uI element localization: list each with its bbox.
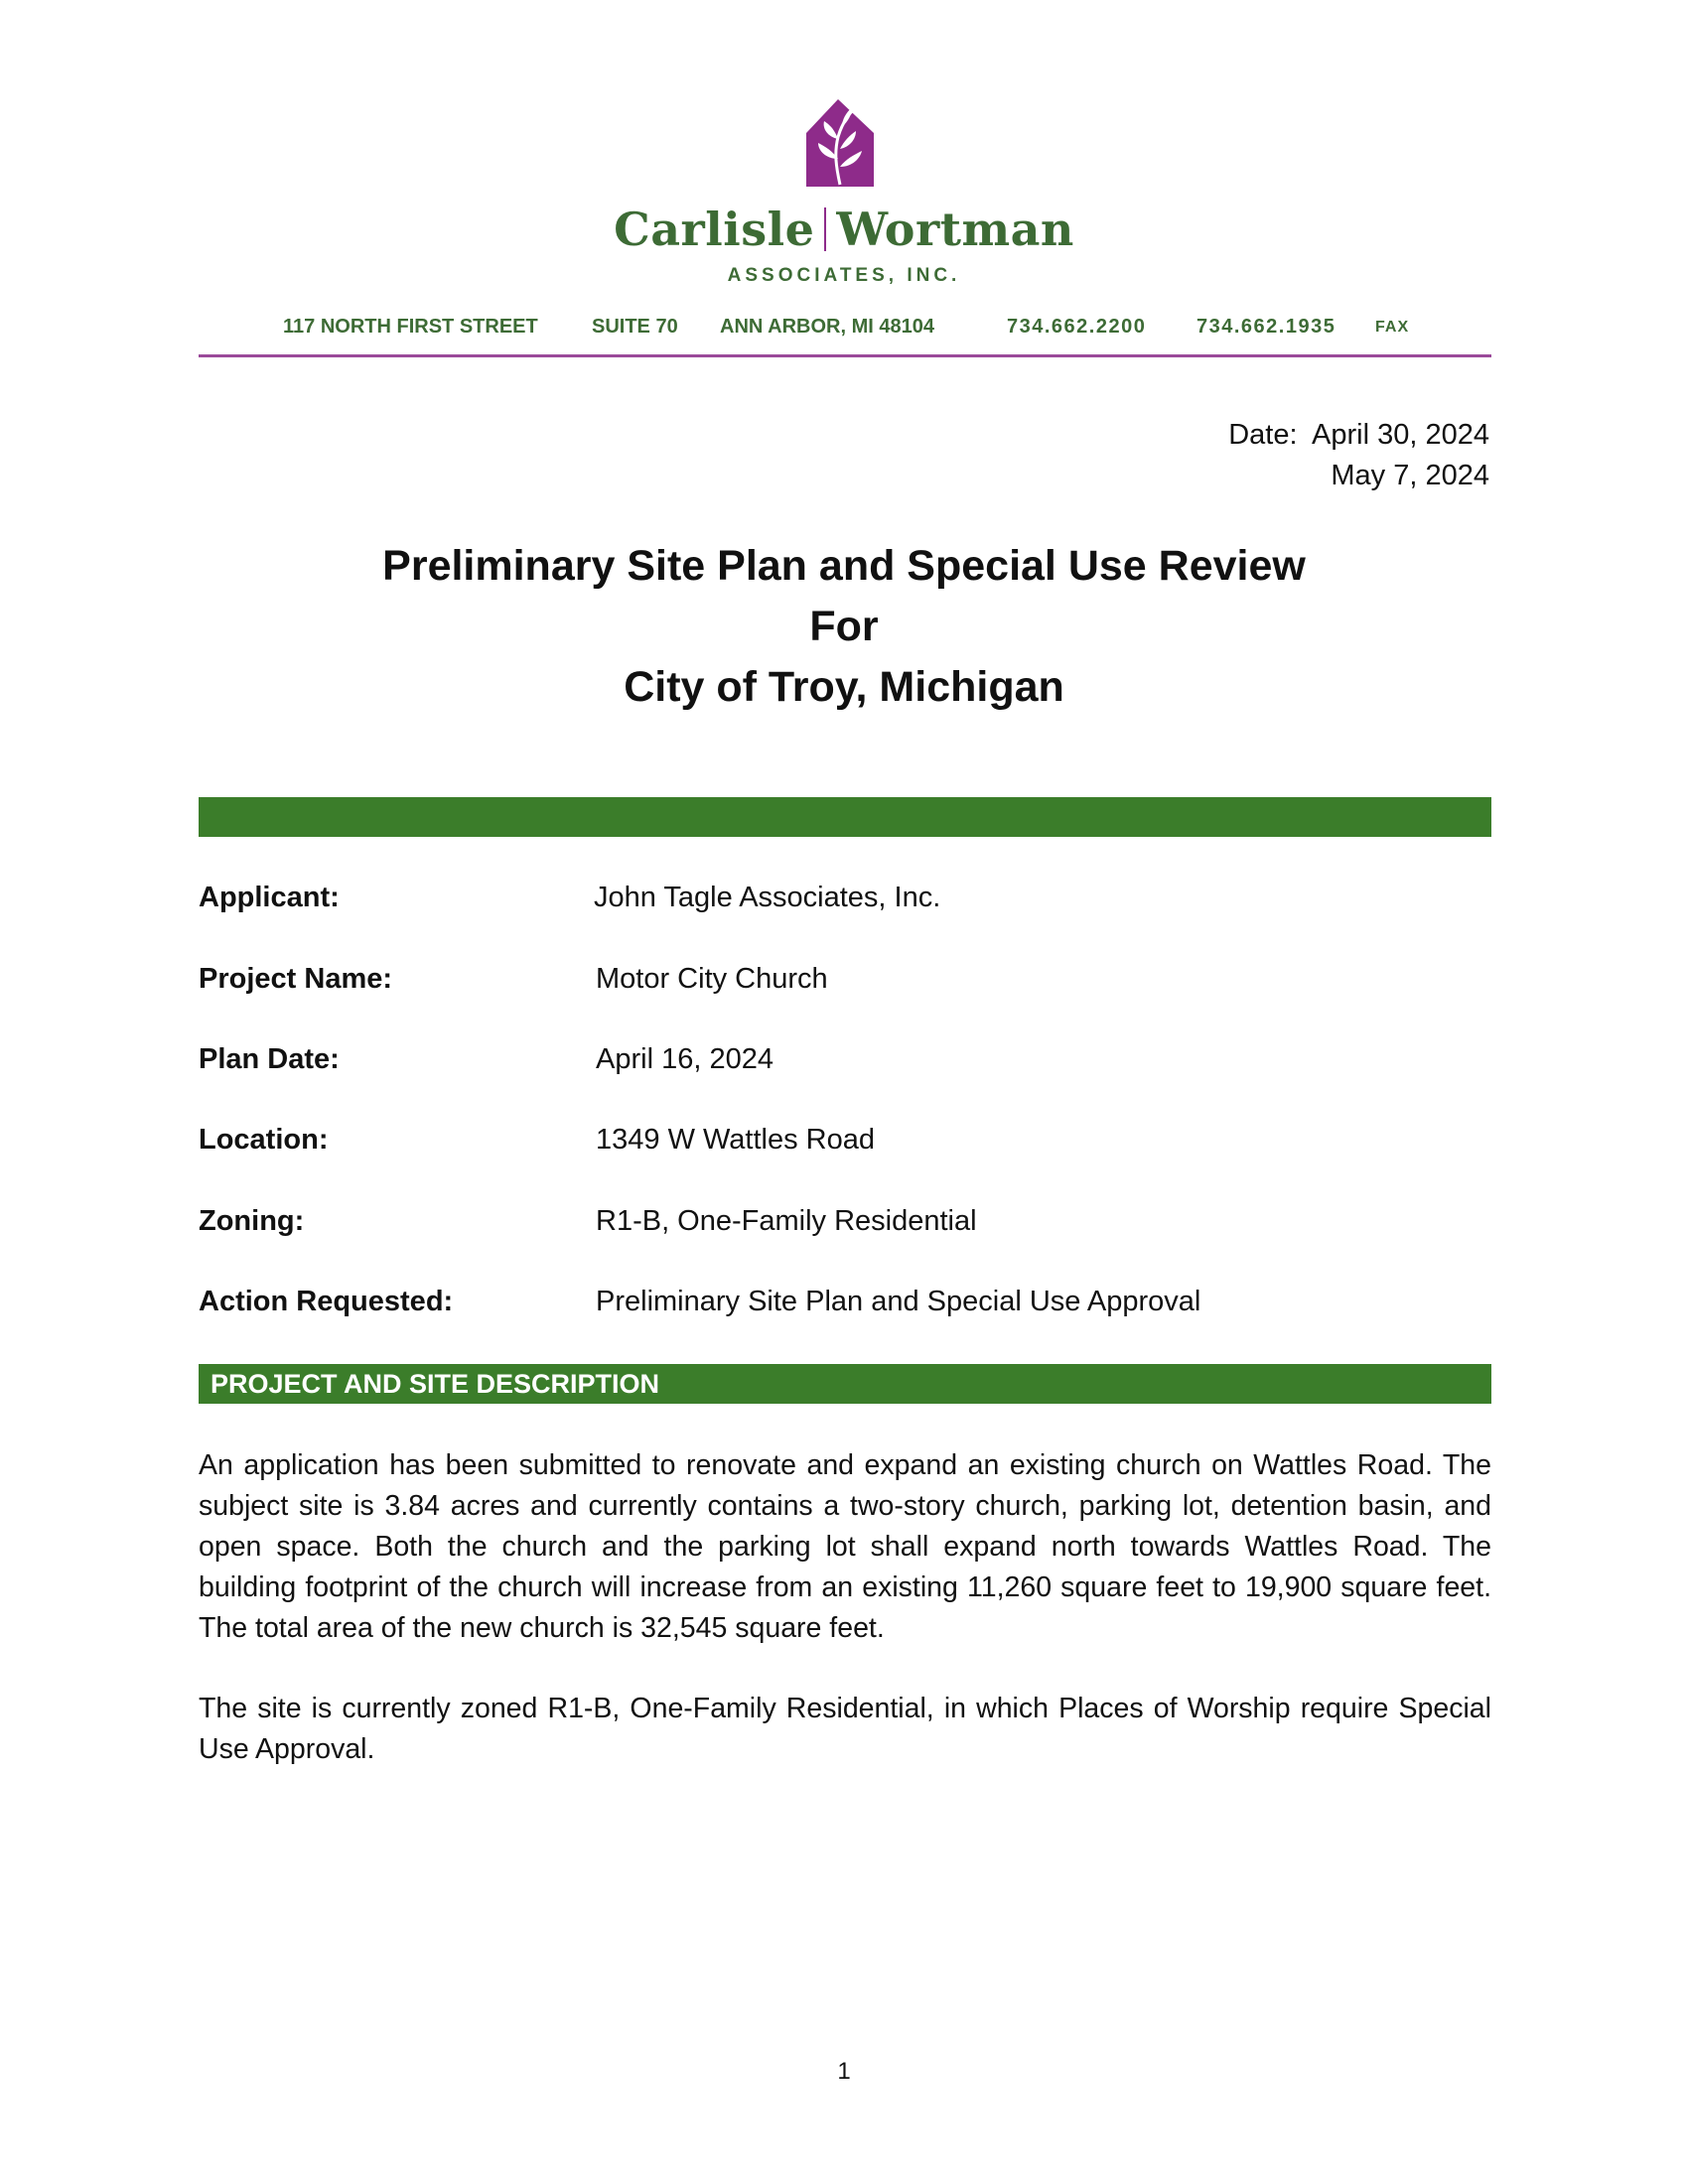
detail-row-action-requested — [199, 1286, 1491, 1325]
company-subtitle: ASSOCIATES, INC. — [727, 265, 961, 286]
date-block — [1228, 415, 1489, 496]
detail-label: Project Name: — [199, 963, 393, 995]
date-value-2: May 7, 2024 — [1331, 460, 1489, 491]
address-phone: 734.662.2200 — [1007, 316, 1147, 338]
title-line-3: City of Troy, Michigan — [624, 663, 1064, 711]
detail-label: Applicant: — [199, 882, 340, 913]
detail-value: Motor City Church — [596, 963, 828, 995]
detail-row-applicant — [199, 882, 1491, 921]
address-city: ANN ARBOR, MI 48104 — [720, 316, 934, 338]
document-title — [0, 536, 1688, 718]
company-name — [0, 203, 1688, 256]
detail-label: Location: — [199, 1124, 329, 1156]
company-name-divider — [824, 207, 826, 251]
address-street: 117 NORTH FIRST STREET — [283, 316, 538, 338]
detail-row-zoning — [199, 1205, 1491, 1245]
detail-value: April 16, 2024 — [596, 1043, 774, 1075]
detail-value: R1-B, One-Family Residential — [596, 1205, 977, 1237]
detail-row-project-name — [199, 963, 1491, 1003]
date-line-2 — [1228, 456, 1489, 496]
address-fax-label: FAX — [1375, 319, 1410, 336]
title-line-2: For — [809, 603, 879, 650]
detail-label: Plan Date: — [199, 1043, 340, 1075]
page-number: 1 — [837, 2058, 851, 2085]
detail-row-location — [199, 1124, 1491, 1163]
company-name-first: Carlisle — [614, 203, 815, 256]
date-label: Date: — [1228, 419, 1298, 451]
date-value-1: April 30, 2024 — [1312, 419, 1489, 451]
paragraph-project-description: An application has been submitted to renovate and expand an existing church on Wattles Road. The subject site is 3.84 acres and currently contains a two-story church, parking lot, detention basin, and open space. Both the church and the parking lot shall expand north towards Wattles Road. The building footprint of the church will increase from an existing 11,260 square feet to 19,900 square feet. The total area of the new church is 32,545 square feet. — [199, 1449, 1491, 1644]
section-heading: PROJECT AND SITE DESCRIPTION — [199, 1364, 1491, 1404]
letterhead-rule — [199, 354, 1491, 357]
divider-bar — [199, 797, 1491, 837]
paragraph-zoning: The site is currently zoned R1-B, One-Family Residential, in which Places of Worship require Special Use Approval. — [199, 1693, 1491, 1765]
house-leaf-icon — [804, 97, 876, 189]
date-line-1 — [1228, 415, 1489, 456]
address-fax-number: 734.662.1935 — [1196, 316, 1336, 338]
detail-value: Preliminary Site Plan and Special Use Approval — [596, 1286, 1201, 1317]
company-name-second: Wortman — [836, 203, 1074, 256]
detail-value: John Tagle Associates, Inc. — [594, 882, 941, 913]
title-line-1: Preliminary Site Plan and Special Use Review — [382, 542, 1306, 590]
detail-row-plan-date — [199, 1043, 1491, 1083]
detail-label: Zoning: — [199, 1205, 305, 1237]
detail-label: Action Requested: — [199, 1286, 454, 1317]
address-suite: SUITE 70 — [592, 316, 678, 338]
detail-value: 1349 W Wattles Road — [596, 1124, 875, 1156]
